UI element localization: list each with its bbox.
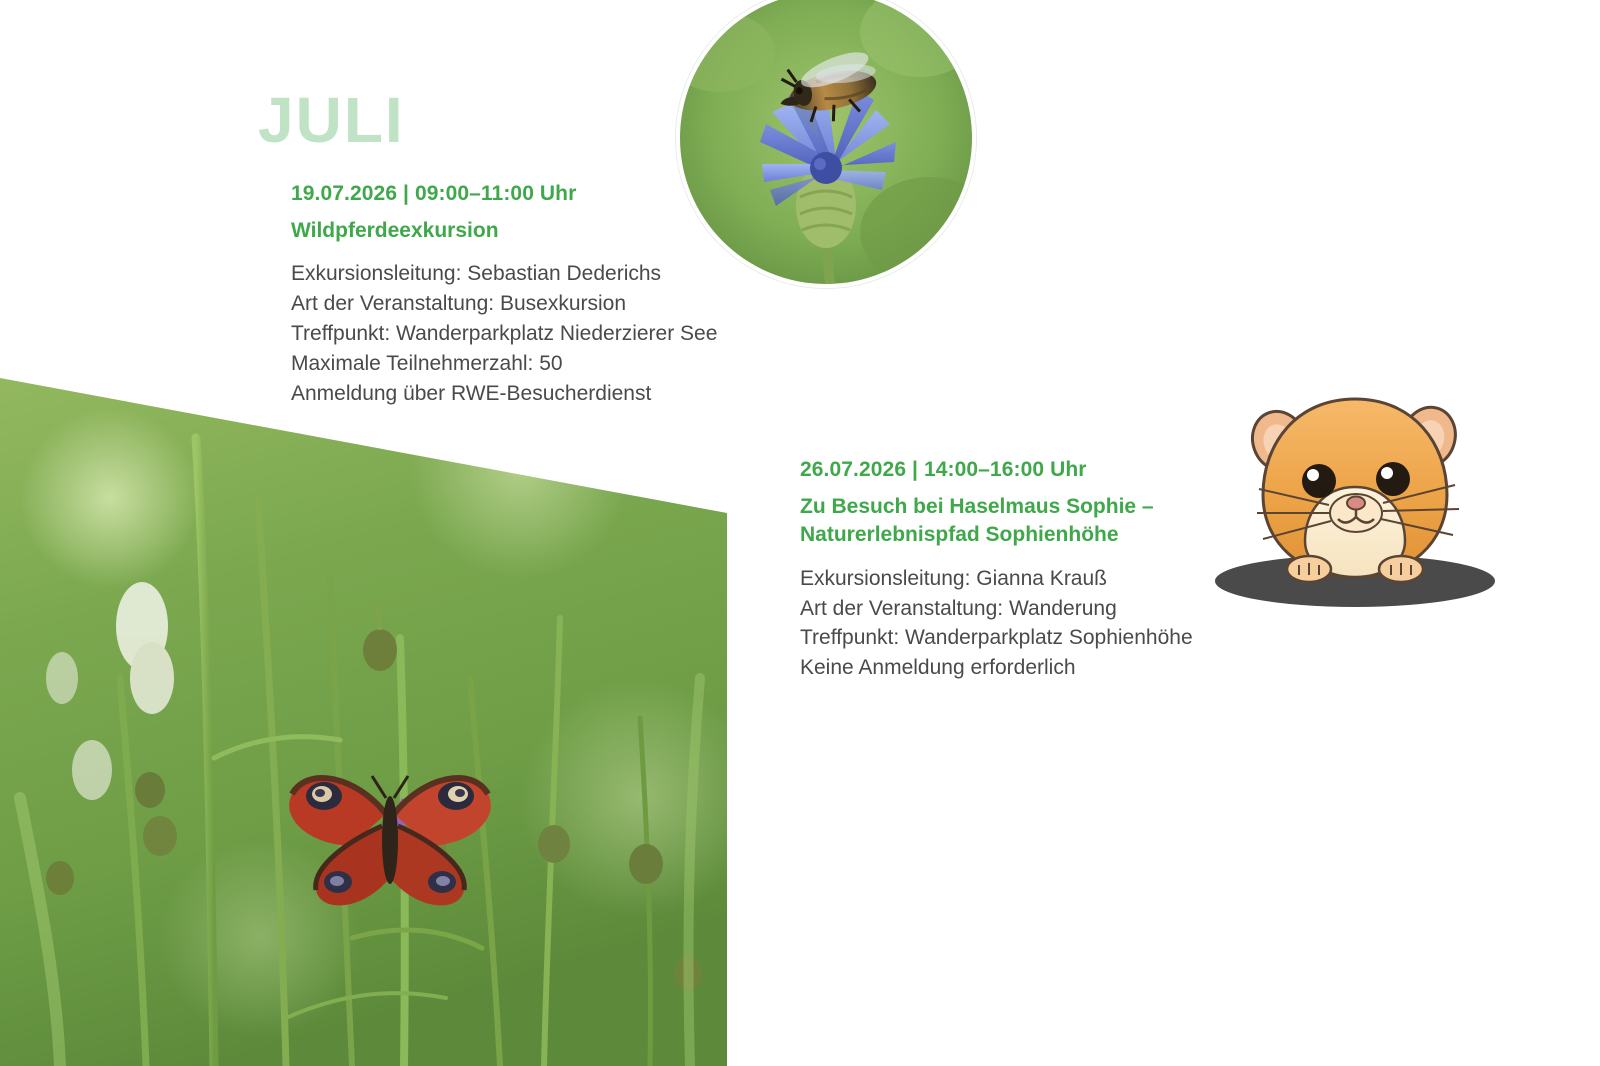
month-heading: JULI xyxy=(258,84,405,156)
event-datetime: 19.07.2026 | 09:00–11:00 Uhr xyxy=(291,182,577,205)
event-title: Zu Besuch bei Haselmaus Sophie – Naturerlebnispfad Sophienhöhe xyxy=(800,495,1154,547)
event-detail-line: Anmeldung über RWE-Besucherdienst xyxy=(291,381,652,405)
event-entry xyxy=(291,182,811,408)
event-detail-line: Art der Veranstaltung: Wanderung xyxy=(800,596,1117,620)
faint-watermark xyxy=(1275,332,1321,350)
event-title: Wildpferdeexkursion xyxy=(291,219,499,242)
event-detail-line: Art der Veranstaltung: Busexkursion xyxy=(291,292,627,316)
hazel-dormouse-illustration xyxy=(1205,385,1505,625)
event-detail-line: Exkursionsleitung: Gianna Krauß xyxy=(800,566,1107,590)
event-datetime: 26.07.2026 | 14:00–16:00 Uhr xyxy=(800,458,1087,481)
butterfly-meadow-photo xyxy=(0,378,727,1066)
event-detail-line: Exkursionsleitung: Sebastian Dederichs xyxy=(291,262,662,286)
event-detail-line: Treffpunkt: Wanderparkplatz Niederzierer See xyxy=(291,321,718,345)
event-detail-line: Treffpunkt: Wanderparkplatz Sophienhöhe xyxy=(800,626,1193,650)
event-detail-line: Keine Anmeldung erforderlich xyxy=(800,656,1076,680)
event-detail-line: Maximale Teilnehmerzahl: 50 xyxy=(291,351,563,375)
